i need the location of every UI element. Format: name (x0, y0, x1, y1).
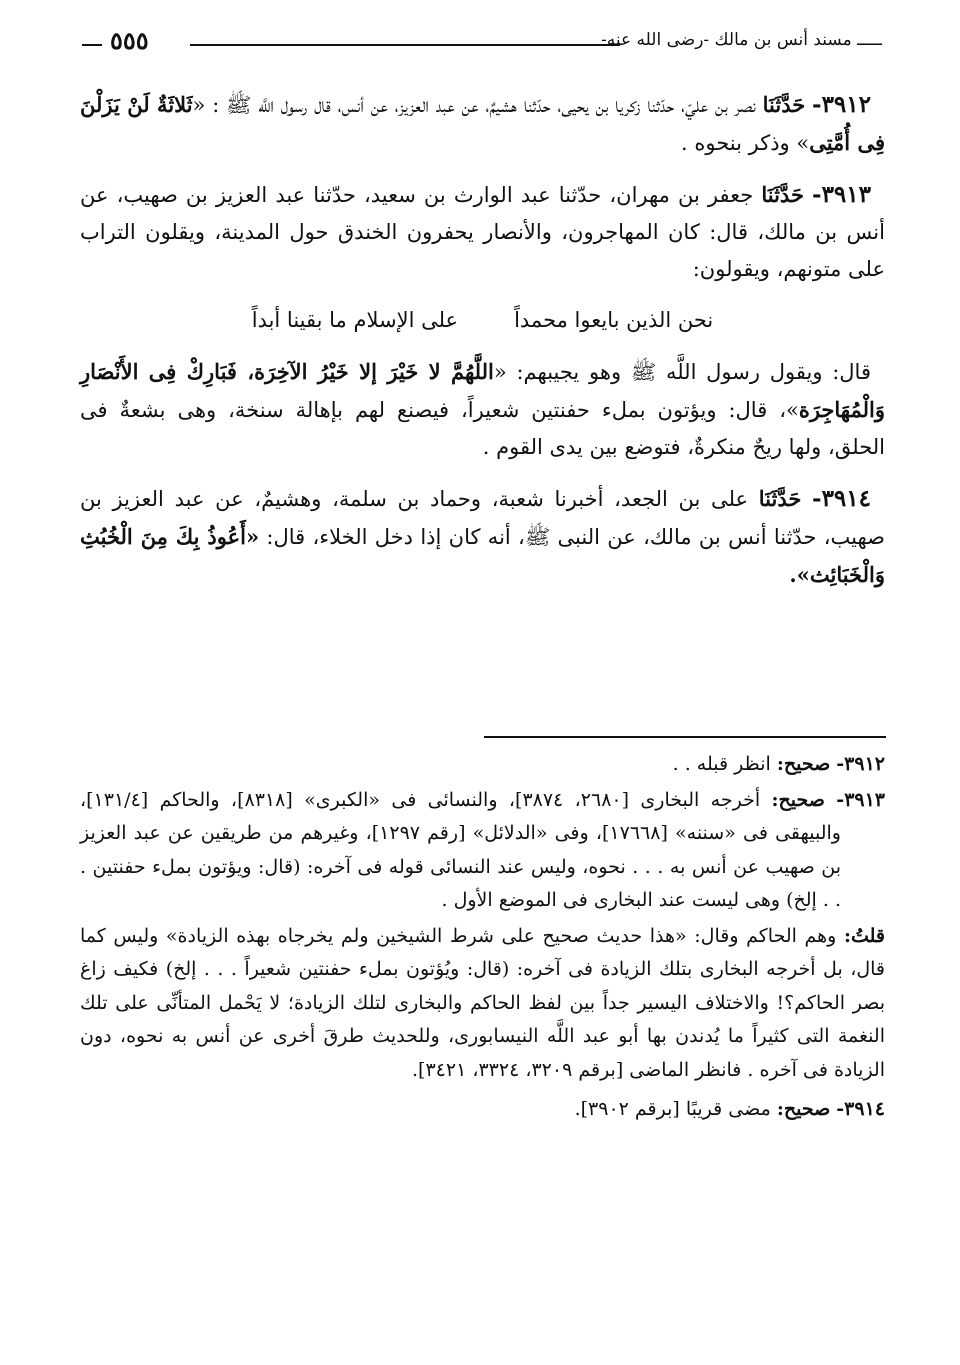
footnote-number: ٣٩١٤- (836, 1098, 885, 1120)
hadith-quote: اللَّهُمَّ لا خَيْرَ إلا خَيْرُ الآخِرَة، فَبَارِكْ فِى الأَنْصَارِ وَالْمُهَاجِرَة (80, 359, 885, 422)
footnote-comment-label: قلتُ: (843, 924, 885, 947)
hadith-text: على بن الجعد، أخبرنا شعبة، وحماد بن سلمة، وهشيمٌ، عن عبد العزيز بن صهيب، حدّثنا أنس بن مالك، عن النبى ﷺ، أنه كان إذا دخل الخلاء، قال: (80, 487, 885, 549)
footnote-grade: صحيح: (771, 788, 825, 811)
hadith-3914 (80, 480, 885, 594)
hadith-quote: «أَعُوذُ بِكَ مِنَ الْخُبُثِ وَالْخَبَائِث». (80, 524, 885, 587)
hadith-keyword: حَدَّثَنَا (761, 182, 804, 207)
hadith-text-end: » وذكر بنحوه . (681, 131, 810, 155)
hadith-keyword: حَدَّثَنَا (762, 92, 806, 117)
hadith-quote: ثَلاثَةٌ لَنْ يَزَلْنَ فِى أُمَّتِى (80, 92, 885, 155)
footnote-3913 (80, 784, 885, 918)
footnotes (80, 748, 885, 1129)
hadith-number: ٣٩١٢- (812, 91, 871, 118)
hadith-text-end: »، قال: ويؤتون بملء حفنتين شعيراً، فيصنع لهم بإهالة سنخة، وهى بشعةٌ فى الحلق، ولها ريحٌ منكرةٌ، فتوضع بين يدى القوم . (80, 398, 885, 459)
verse-first-hemistich: نحن الذين بايعوا محمداً (514, 308, 714, 332)
hadith-3913 (80, 176, 885, 288)
hadith-text: جعفر بن مهران، حدّثنا عبد الوارث بن سعيد، حدّثنا عبد العزيز بن صهيب، عن أنس بن مالك، قال: كان المهاجرون، والأنصار يحفرون الخندق حول المدينة، ويقلون التراب على متونهم، ويقولون: (80, 183, 885, 281)
hadith-3912 (80, 86, 885, 162)
hadith-keyword: حَدَّثَنَا (758, 486, 802, 511)
footnote-number: ٣٩١٢- (836, 753, 885, 775)
header-dash (82, 44, 102, 46)
running-title: ـــــ مسند أنس بن مالك -رضى الله عنه- (601, 30, 882, 50)
poetry-verse (80, 302, 885, 339)
header-rule (190, 44, 620, 46)
hadith-text: نصر بن عليّ، حدّثنا زكريا بن يحيى، حدّثنا هشيمٌ، عن عبد العزيز، عن أنس، قال رسول اللَّه ﷺ : « (192, 93, 763, 117)
footnote-text: وهم الحاكم وقال: «هذا حديث صحيح على شرط الشيخين ولم يخرجاه بهذه الزيادة» وليس كما قال، بل أخرجه البخارى بتلك الزيادة فى آخره: (قال: ويُؤتون بملء حفنتين شعيراً . . . إلخ) فكيف زاغ بصر الحاكم؟! والاختلاف اليسير جداً بين لفظ الحاكم والبخارى لتلك الزيادة؛ لا يَحْمل المتأنِّى على تلك النغمة التى كثيراً ما يُدندن بها أبو عبد اللَّه النيسابورى، وللحديث طرقَ أخرى عن أنس به نحوه، دون الزيادة فى آخره . فانظر الماضى [برقم ٣٢٠٩، ٣٣٢٤، ٣٤٢١]. (80, 924, 885, 1081)
footnote-grade: صحيح: (776, 753, 831, 775)
footnote-text: أخرجه البخارى [٢٦٨٠، ٣٨٧٤]، والنسائى فى «الكبرى» [٨٣١٨]، والحاكم [١٣١/٤]، والبيهقى فى «سننه» [١٧٦٦٨]، وفى «الدلائل» [رقم ١٢٩٧]، وغيرهم من طريقين عن عبد العزيز بن صهيب عن أنس به . . . نحوه، وليس عند النسائى قوله فى آخره: (قال: ويؤتون بملء حفنتين . . . إلخ) وهى ليست عند البخارى فى الموضع الأول . (80, 788, 841, 911)
footnote-3912 (80, 748, 885, 782)
footnote-text: مضى قريبًا [برقم ٣٩٠٢]. (574, 1098, 777, 1120)
main-text (80, 86, 885, 608)
hadith-number: ٣٩١٤- (812, 485, 871, 512)
footnote-divider (484, 736, 886, 738)
footnote-text: انظر قبله . . (672, 753, 777, 775)
hadith-3913-continued (80, 353, 885, 466)
hadith-text: قال: ويقول رسول اللَّه ﷺ وهو يجيبهم: « (493, 360, 871, 384)
footnote-comment (80, 920, 885, 1088)
footnote-3914 (80, 1093, 885, 1127)
running-header (82, 24, 882, 60)
footnote-grade: صحيح: (776, 1098, 831, 1120)
hadith-number: ٣٩١٣- (812, 181, 871, 208)
footnote-number: ٣٩١٣- (836, 788, 886, 811)
page-number: ٥٥٥ (110, 26, 149, 55)
verse-second-hemistich: على الإسلام ما بقينا أبداً (251, 308, 459, 332)
